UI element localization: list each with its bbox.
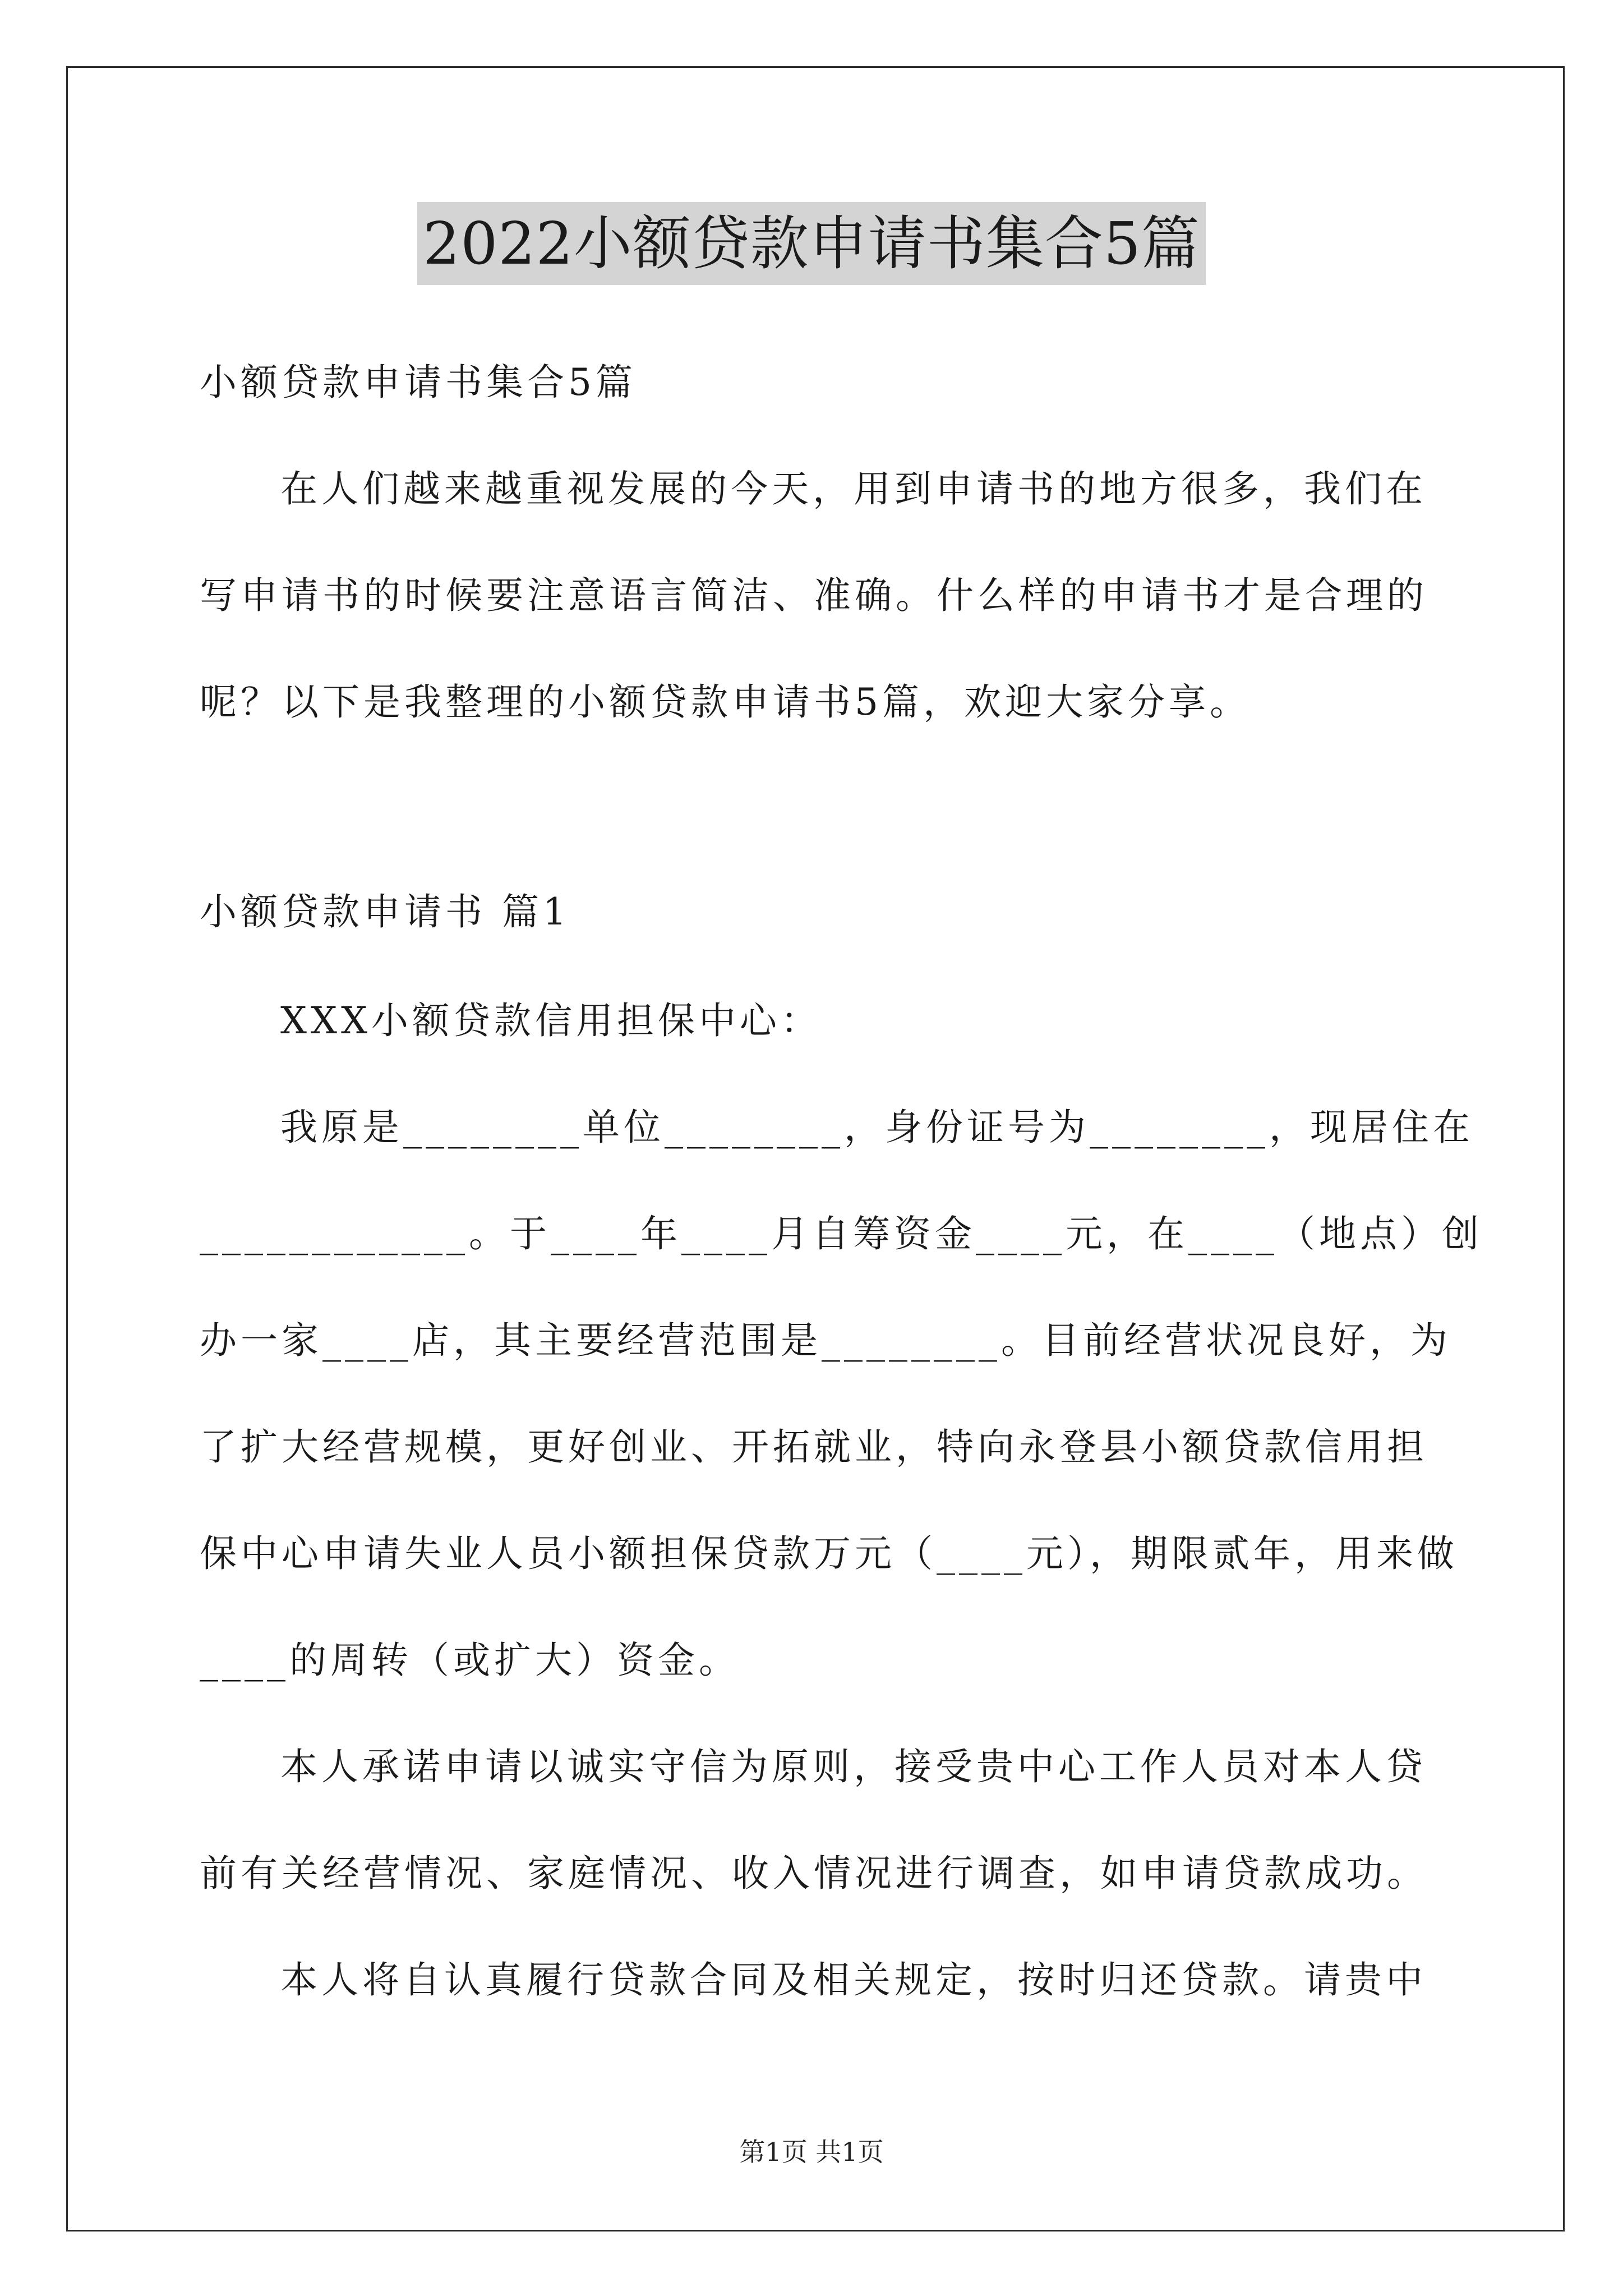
page-footer: 第1页 共1页 [739, 2137, 884, 2167]
intro-line: 在人们越来越重视发展的今天，用到申请书的地方很多，我们在 [280, 467, 1427, 510]
document-title: 2022小额贷款申请书集合5篇 [417, 202, 1206, 285]
paragraph-line: ____的周转（或扩大）资金。 [200, 1639, 740, 1682]
paragraph-line: 办一家____店，其主要经营范围是________。目前经营状况良好，为 [200, 1319, 1451, 1362]
document-subtitle: 小额贷款申请书集合5篇 [200, 361, 637, 404]
paragraph-line: 本人承诺申请以诚实守信为原则，接受贵中心工作人员对本人贷 [280, 1745, 1427, 1788]
intro-line: 呢？以下是我整理的小额贷款申请书5篇，欢迎大家分享。 [200, 680, 1251, 724]
salutation: XXX小额贷款信用担保中心： [280, 999, 822, 1042]
paragraph-line: 了扩大经营规模，更好创业、开拓就业，特向永登县小额贷款信用担 [200, 1425, 1428, 1469]
paragraph-line: ____________。于____年____月自筹资金____元，在____（地点）创 [200, 1212, 1483, 1255]
intro-line: 写申请书的时候要注意语言简洁、准确。什么样的申请书才是合理的 [200, 574, 1428, 617]
paragraph-line: 前有关经营情况、家庭情况、收入情况进行调查，如申请贷款成功。 [200, 1852, 1428, 1895]
title-container [0, 202, 1623, 285]
paragraph-line: 我原是________单位________，身份证号为________，现居住在 [280, 1106, 1474, 1149]
paragraph-line: 本人将自认真履行贷款合同及相关规定，按时归还贷款。请贵中 [280, 1958, 1427, 2001]
section-heading: 小额贷款申请书 篇1 [200, 890, 570, 933]
paragraph-line: 保中心申请失业人员小额担保贷款万元（____元），期限贰年，用来做 [200, 1532, 1458, 1575]
